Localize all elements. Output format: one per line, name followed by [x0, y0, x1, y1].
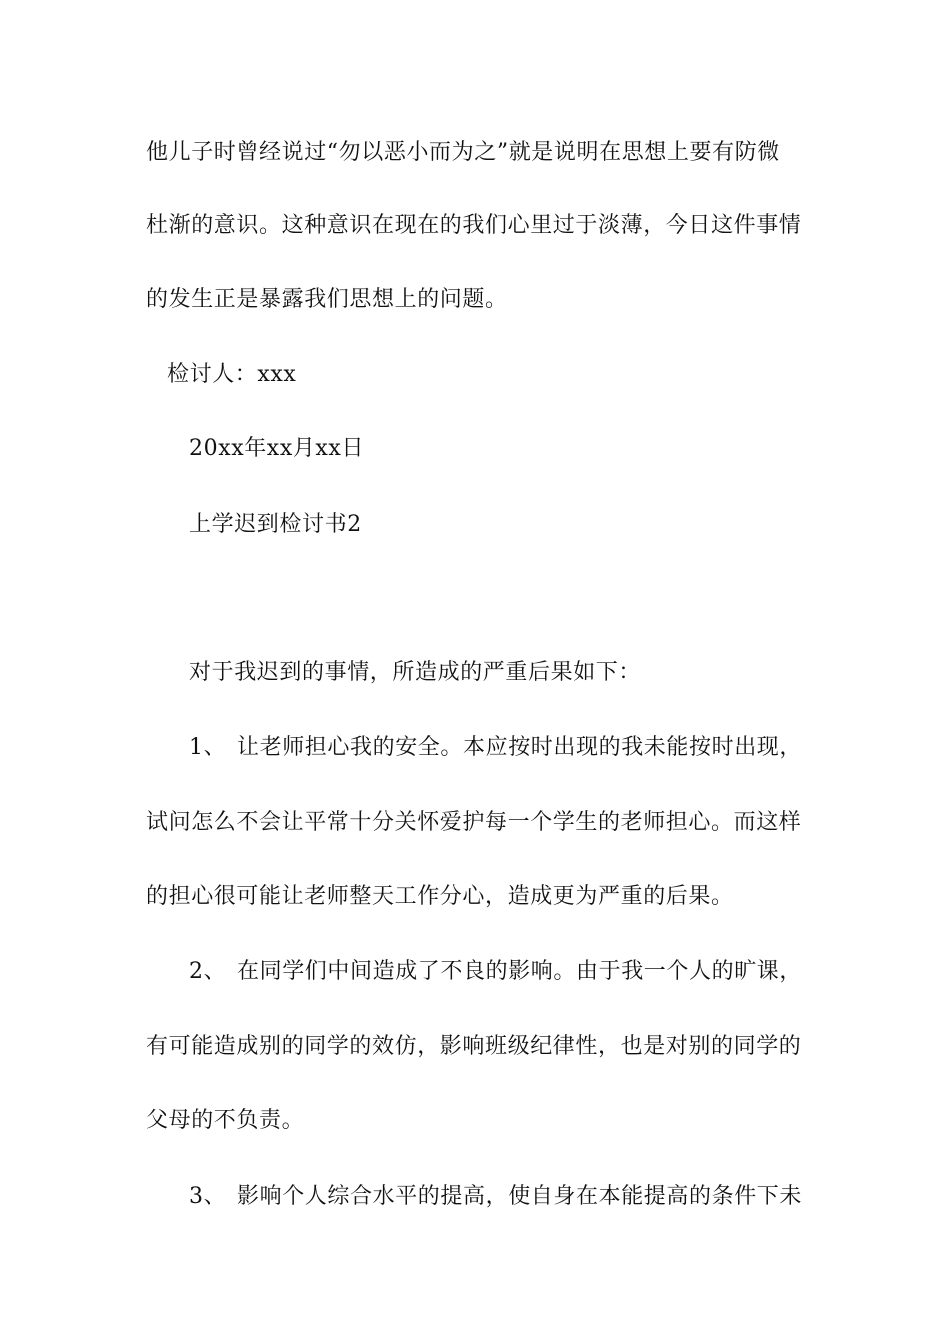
section-title: 上学迟到检讨书2 — [189, 512, 362, 537]
paragraph-line: 有可能造成别的同学的效仿，影响班级纪律性，也是对别的同学的 — [146, 1034, 802, 1059]
list-item — [189, 733, 802, 763]
intro-line: 对于我迟到的事情，所造成的严重后果如下： — [189, 660, 642, 685]
list-item — [189, 957, 802, 987]
paragraph-line: 的担心很可能让老师整天工作分心，造成更为严重的后果。 — [146, 884, 734, 909]
paragraph-line: 他儿子时曾经说过“勿以恶小而为之”就是说明在思想上要有防微 — [146, 140, 780, 165]
item-text: 影响个人综合水平的提高，使自身在本能提高的条件下未 — [237, 1184, 803, 1209]
item-number: 1、 — [189, 735, 227, 760]
paragraph-line: 父母的不负责。 — [146, 1108, 305, 1133]
item-text: 在同学们中间造成了不良的影响。由于我一个人的旷课， — [237, 959, 803, 984]
item-number: 3、 — [189, 1184, 227, 1209]
item-number: 2、 — [189, 959, 227, 984]
paragraph-line: 的发生正是暴露我们思想上的问题。 — [146, 287, 508, 312]
signature-date: 20xx年xx月xx日 — [189, 436, 365, 461]
paragraph-line: 试问怎么不会让平常十分关怀爱护每一个学生的老师担心。而这样 — [146, 810, 802, 835]
reviewer-signature: 检讨人：xxx — [167, 362, 297, 387]
list-item — [189, 1182, 802, 1212]
paragraph-line: 杜渐的意识。这种意识在现在的我们心里过于淡薄，今日这件事情 — [146, 213, 802, 238]
item-text: 让老师担心我的安全。本应按时出现的我未能按时出现， — [237, 735, 803, 760]
